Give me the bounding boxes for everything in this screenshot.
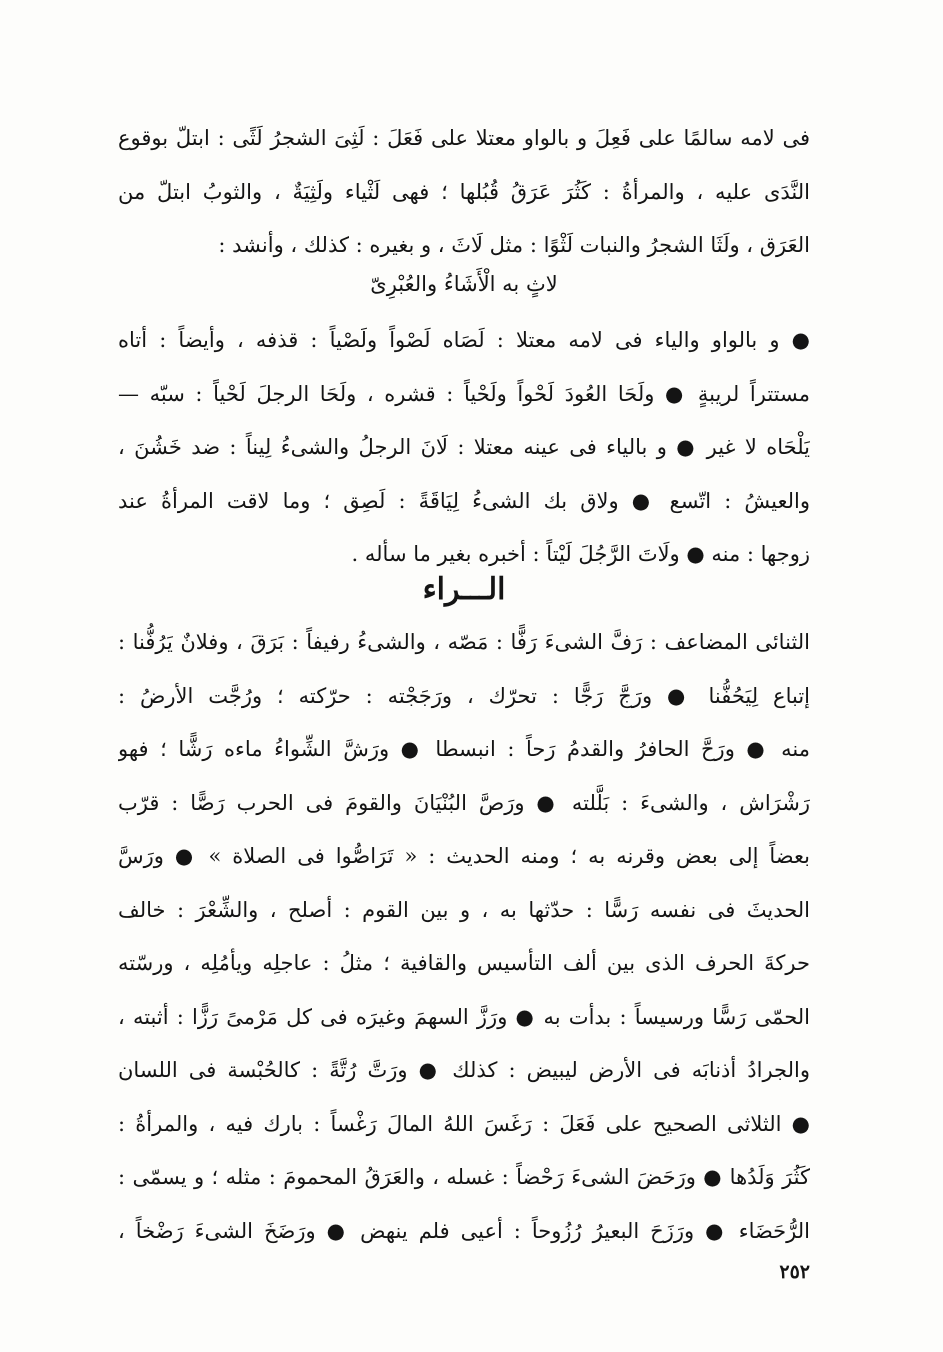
- section-heading: الـــراء: [422, 572, 506, 607]
- text-line: الرُّحَضَاء ● ورَزَحَ البعيرُ رُزُوحاً : أعيى فلم ينهض ● ورَضَخَ الشىءَ رَضْخاً ،: [118, 1218, 810, 1243]
- paragraph-3: [118, 616, 810, 1258]
- text-line: الحمّى رَسًّا ورسيساً : بدأت به ● ورَزَّ السهمَ وغيرَه فى كل مَرْمىً رَزًّا : أثبته ،: [118, 1004, 810, 1029]
- text-line: والجرادُ أذنابَه فى الأرض ليبيض : كذلك ● ورَتَّ رُتَّةً : كالحُبْسة فى اللسان: [118, 1058, 810, 1082]
- text-line: إتباع لِيَحُفُّنا ● ورَجَّ رَجًّا : تحرّك ، ورَجَجْته : حرّكته ؛ ورُجَّت الأرضُ :: [118, 683, 810, 708]
- text-line: والعيشُ : اتّسع ● ولاق بك الشىءُ لِيَاقَةً : لَصِق ؛ وما لاقت المرأةُ عند: [118, 488, 810, 513]
- text-line: ● و بالواو والياء فى لامه معتلا : لَصَاه لَصْواً ولَصْياً : قذفه ، وأيضاً : أتاه: [118, 328, 810, 352]
- text-line: كَثُرَ وَلَدُها ● ورَحَضَ الشىءَ رَحْضاً : غسله ، والعَرَقُ المحمومَ : مثله ؛ و يسمّى :: [118, 1165, 810, 1189]
- text-line: الحديثَ فى نفسه رَسًّا : حدّثها به ، و بين القوم : أصلح ، والشِّعْرَ : خالف: [118, 897, 810, 922]
- text-line: يَلْحَاه لا غير ● و بالياء فى عينه معتلا : لَانَ الرجلُ والشىءُ لِيناً : ضد خَشُنَ ،: [118, 435, 810, 459]
- text-line: رَشْرَاش ، والشىءَ : بَلَّلته ● ورَصَّ البُنْيَانَ والقومَ فى الحرب رَصًّا : قرّب: [118, 790, 810, 815]
- text-line: الثنائى المضاعف : رَفَّ الشىءَ رَفًّا : مَصّه ، والشىءُ رفيفاً : بَرَقَ ، وفلانٌ يَرُفُّنا :: [118, 630, 810, 654]
- text-line: زوجها : منه ● ولَاتَ الرَّجُلَ لَيْتاً : أخبره بغير ما سأله .: [351, 542, 810, 566]
- text-line: مستتراً لريبةٍ ● ولَحَا العُودَ لَحْواً ولَحْياً : قشره ، ولَحَا الرجلَ لَحْياً : سبّه —: [118, 381, 810, 406]
- page-number: ٢٥٢: [779, 1261, 810, 1283]
- text-line: العَرَق ، ولَثَا الشجرُ والنبات لَثْوًا : مثل لَاثَ ، و بغيره : كذلك ، وأنشد :: [218, 233, 810, 257]
- text-line: ● الثلاثى الصحيح على فَعَلَ : رَغَسَ اللهُ المالَ رَغْساً : بارك فيه ، والمرأةُ :: [118, 1111, 810, 1136]
- text-line: بعضاً إلى بعض وقرنه به ؛ ومنه الحديث : « تَرَاصُّوا فى الصلاة » ● ورَسَّ: [118, 844, 810, 868]
- paragraph-2: [118, 314, 810, 582]
- text-line: فى لامه سالمًا على فَعِلَ و بالواو معتلا على فَعَلَ : لَثِىَ الشجرُ لَثًى : ابتلّ بوقوع: [118, 126, 810, 150]
- text-line: النَّدَى عليه ، والمرأةُ : كَثُرَ عَرَقُ قُبُلها ؛ فهى لَثْياء ولَثِيَةٌ ، والثوبُ ابتلّ من: [118, 179, 810, 204]
- text-line: منه ● ورَحَّ الحافرُ والقدمُ رَحاً : انبسطا ● ورَشَّ الشِّواءُ ماءه رَشًّا ؛ فهو: [118, 737, 810, 761]
- paragraph-1: [118, 112, 810, 273]
- text-line: حركةَ الحرف الذى بين ألف التأسيس والقافية ؛ مثلُ : عاجلِه ويأمُلِه ، ورسّته: [118, 951, 810, 975]
- poetry-verse: لاثٍ به الْأَشَاءُ والعُبْرِىّ: [370, 272, 558, 296]
